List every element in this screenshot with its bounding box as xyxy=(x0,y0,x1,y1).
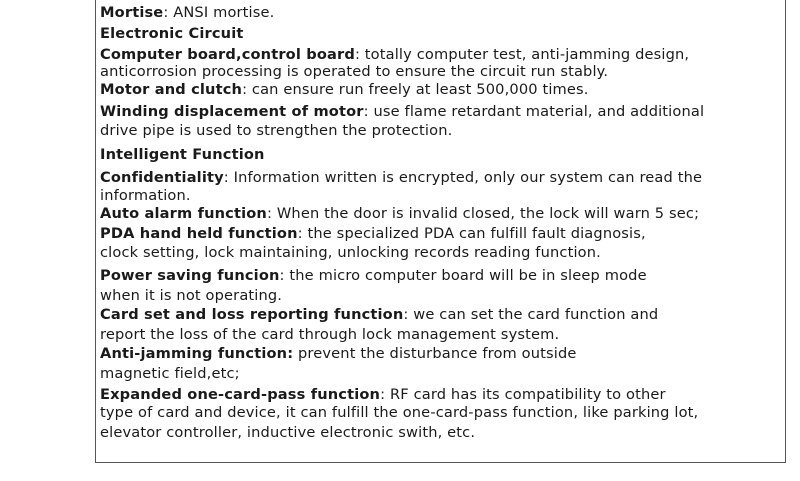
spec-text: type of card and device, it can fulfill the one-card-pass function, like parking lot, xyxy=(100,404,699,421)
section-label: Intelligent Function xyxy=(100,146,265,163)
spec-line-continuation xyxy=(100,365,240,383)
spec-line-computer-board xyxy=(100,46,689,64)
spec-text: elevator controller, inductive electronic swith, etc. xyxy=(100,424,476,441)
spec-text: : the micro computer board will be in sleep mode xyxy=(279,267,647,284)
spec-text: : can ensure run freely at least 500,000 times. xyxy=(242,81,589,98)
spec-line-continuation xyxy=(100,424,475,442)
spec-text: : use flame retardant material, and additional xyxy=(363,103,705,120)
spec-text: : ANSI mortise. xyxy=(163,4,275,21)
spec-line-card-set xyxy=(100,306,658,324)
spec-text: drive pipe is used to strengthen the protection. xyxy=(100,122,453,139)
spec-label: Card set and loss reporting function xyxy=(100,306,404,323)
spec-line-continuation xyxy=(100,63,608,81)
spec-text: : When the door is invalid closed, the lock will warn 5 sec; xyxy=(266,205,700,222)
spec-text: when it is not operating. xyxy=(100,287,283,304)
spec-text: magnetic field,etc; xyxy=(100,365,240,382)
spec-line-continuation xyxy=(100,404,698,422)
spec-line-mortise xyxy=(100,4,274,22)
spec-text: report the loss of the card through lock management system. xyxy=(100,326,560,343)
spec-text: : RF card has its compatibility to other xyxy=(380,386,666,403)
spec-text: prevent the disturbance from outside xyxy=(293,345,577,362)
spec-label: Mortise xyxy=(100,4,164,21)
spec-text: : we can set the card function and xyxy=(403,306,659,323)
spec-line-continuation xyxy=(100,187,191,205)
spec-line-confidentiality xyxy=(100,169,702,187)
spec-line-power-saving xyxy=(100,267,647,285)
section-heading-electronic-circuit xyxy=(100,25,243,43)
spec-line-continuation xyxy=(100,122,452,140)
spec-label: Confidentiality xyxy=(100,169,224,186)
spec-line-continuation xyxy=(100,287,282,305)
spec-text: information. xyxy=(100,187,191,204)
spec-text: : the specialized PDA can fulfill fault diagnosis, xyxy=(297,225,646,242)
spec-label: Winding displacement of motor xyxy=(100,103,364,120)
spec-text: clock setting, lock maintaining, unlocking records reading function. xyxy=(100,244,601,261)
spec-line-motor-clutch xyxy=(100,81,589,99)
spec-line-continuation xyxy=(100,244,601,262)
spec-label: Power saving funcion xyxy=(100,267,280,284)
spec-label: Computer board,control board xyxy=(100,46,355,63)
spec-line-anti-jamming xyxy=(100,345,577,363)
spec-text: : totally computer test, anti-jamming design, xyxy=(354,46,690,63)
spec-line-pda xyxy=(100,225,646,243)
spec-label: Expanded one-card-pass function xyxy=(100,386,381,403)
spec-label: PDA hand held function xyxy=(100,225,298,242)
spec-line-winding xyxy=(100,103,704,121)
spec-text: : Information written is encrypted, only our system can read the xyxy=(223,169,703,186)
spec-line-one-card-pass xyxy=(100,386,666,404)
spec-label: Anti-jamming function: xyxy=(100,345,294,362)
spec-line-auto-alarm xyxy=(100,205,699,223)
spec-label: Motor and clutch xyxy=(100,81,243,98)
spec-text: anticorrosion processing is operated to ensure the circuit run stably. xyxy=(100,63,609,80)
section-heading-intelligent-function xyxy=(100,146,265,164)
spec-line-continuation xyxy=(100,326,559,344)
spec-label: Auto alarm function xyxy=(100,205,267,222)
section-label: Electronic Circuit xyxy=(100,25,244,42)
